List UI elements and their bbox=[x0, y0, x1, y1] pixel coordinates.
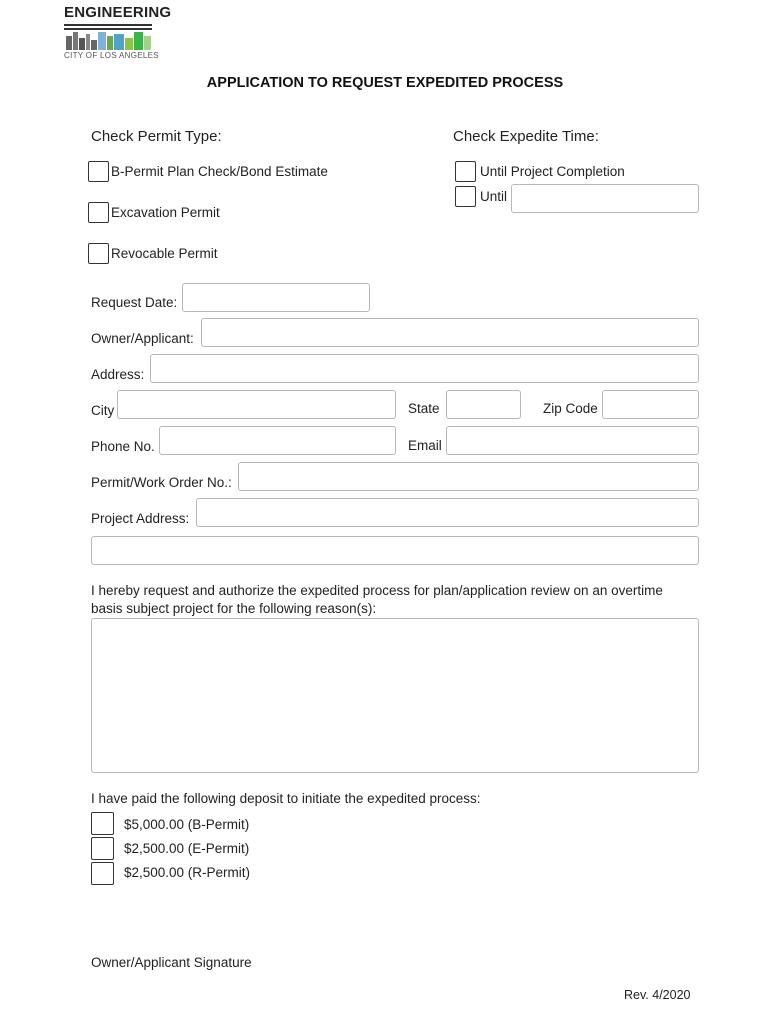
expedite-time-heading: Check Expedite Time: bbox=[453, 128, 599, 145]
deposit-b-permit-label: $5,000.00 (B-Permit) bbox=[124, 817, 250, 832]
checkbox-until-completion[interactable] bbox=[455, 161, 476, 182]
deposit-text: I have paid the following deposit to initiate the expedited process: bbox=[91, 791, 481, 806]
option-b-permit: B-Permit Plan Check/Bond Estimate bbox=[111, 164, 328, 179]
reason-text-line1: I hereby request and authorize the expedited process for plan/application review on an overtime bbox=[91, 583, 663, 598]
email-field[interactable] bbox=[446, 426, 699, 455]
email-label: Email bbox=[408, 438, 442, 453]
until-date-field[interactable] bbox=[511, 184, 699, 213]
option-excavation-permit: Excavation Permit bbox=[111, 205, 220, 220]
logo-name: ENGINEERING bbox=[64, 4, 172, 21]
permit-work-order-label: Permit/Work Order No.: bbox=[91, 475, 232, 490]
checkbox-b-permit[interactable] bbox=[88, 161, 109, 182]
state-label: State bbox=[408, 401, 440, 416]
deposit-e-permit-label: $2,500.00 (E-Permit) bbox=[124, 841, 250, 856]
option-until-date: Until bbox=[480, 189, 508, 204]
zip-code-label: Zip Code bbox=[543, 401, 598, 416]
address-label: Address: bbox=[91, 367, 145, 382]
revision-label: Rev. 4/2020 bbox=[624, 988, 691, 1002]
option-revocable-permit: Revocable Permit bbox=[111, 246, 218, 261]
permit-work-order-field[interactable] bbox=[238, 462, 699, 491]
checkbox-deposit-b-permit[interactable] bbox=[91, 812, 114, 835]
reason-text-line2: basis subject project for the following reason(s): bbox=[91, 601, 377, 616]
owner-applicant-label: Owner/Applicant: bbox=[91, 331, 194, 346]
phone-field[interactable] bbox=[159, 426, 396, 455]
skyline-icon bbox=[64, 22, 154, 52]
checkbox-deposit-e-permit[interactable] bbox=[91, 837, 114, 860]
city-field[interactable] bbox=[117, 390, 396, 419]
address-field[interactable] bbox=[150, 354, 699, 383]
permit-type-heading: Check Permit Type: bbox=[91, 128, 222, 145]
project-address-field-2[interactable] bbox=[91, 536, 699, 565]
city-label: City bbox=[91, 403, 115, 418]
checkbox-revocable-permit[interactable] bbox=[88, 243, 109, 264]
checkbox-until-date[interactable] bbox=[455, 186, 476, 207]
logo-city: CITY OF LOS ANGELES bbox=[64, 51, 159, 60]
request-date-field[interactable] bbox=[182, 283, 370, 312]
state-field[interactable] bbox=[446, 390, 521, 419]
checkbox-excavation-permit[interactable] bbox=[88, 202, 109, 223]
signature-label: Owner/Applicant Signature bbox=[91, 955, 252, 970]
phone-label: Phone No. bbox=[91, 439, 155, 454]
project-address-label: Project Address: bbox=[91, 511, 190, 526]
option-until-completion: Until Project Completion bbox=[480, 164, 625, 179]
reason-textarea[interactable] bbox=[91, 618, 699, 773]
request-date-label: Request Date: bbox=[91, 295, 178, 310]
owner-applicant-field[interactable] bbox=[201, 318, 699, 347]
deposit-r-permit-label: $2,500.00 (R-Permit) bbox=[124, 865, 251, 880]
zip-code-field[interactable] bbox=[602, 390, 699, 419]
project-address-field[interactable] bbox=[196, 498, 699, 527]
checkbox-deposit-r-permit[interactable] bbox=[91, 862, 114, 885]
form-title: APPLICATION TO REQUEST EXPEDITED PROCESS bbox=[206, 75, 564, 91]
